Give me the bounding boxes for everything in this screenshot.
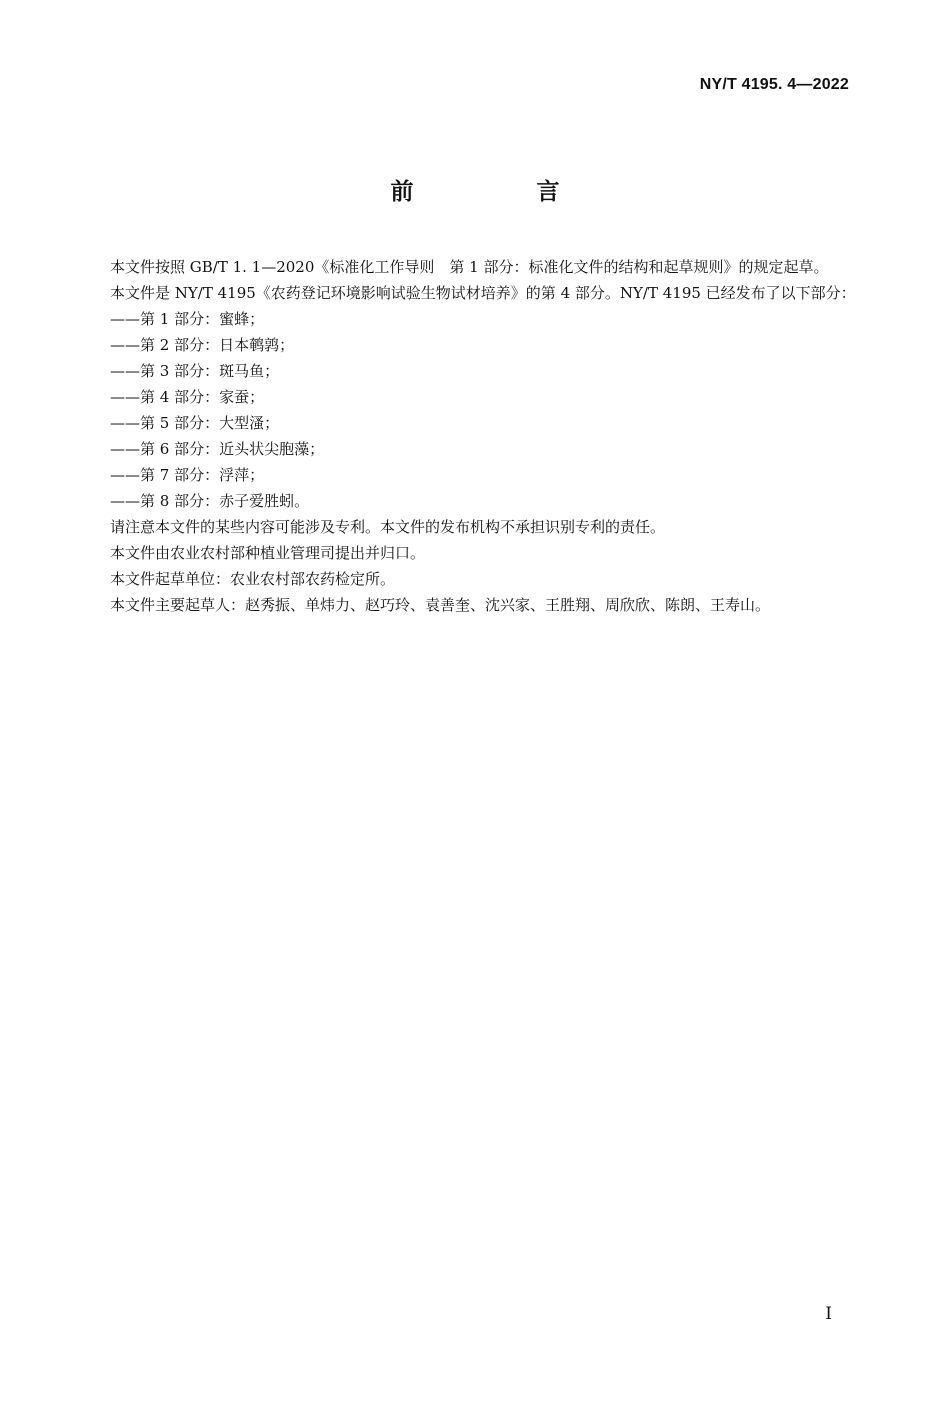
paragraph-drafting-unit: 本文件起草单位：农业农村部农药检定所。 [110,570,396,588]
standard-number: NY/T 4195. 4—2022 [699,76,849,93]
parts-list [80,306,860,514]
paragraph-drafting-rules: 本文件按照 GB/T 1. 1—2020《标准化工作导则 第 1 部分：标准化文件的结构和起草规则》的规定起草。 [110,258,829,276]
paragraph-patent-notice: 请注意本文件的某些内容可能涉及专利。本文件的发布机构不承担识别专利的责任。 [110,518,666,536]
list-item: ——第 3 部分：斑马鱼； [110,362,280,380]
page-title: 前 言 [390,179,610,205]
paragraph-proposer: 本文件由农业农村部种植业管理司提出并归口。 [110,544,426,562]
list-item: ——第 5 部分：大型溞； [110,414,280,432]
list-item: ——第 2 部分：日本鹌鹑； [110,336,295,354]
list-item: ——第 1 部分：蜜蜂； [110,310,265,328]
list-item: ——第 6 部分：近头状尖胞藻； [110,440,325,458]
document-body [80,254,860,618]
list-item: ——第 8 部分：赤子爱胜蚓。 [110,492,310,510]
paragraph-drafters: 本文件主要起草人：赵秀振、单炜力、赵巧玲、袁善奎、沈兴家、王胜翔、周欣欣、陈朗、王寿山。 [110,596,771,614]
paragraph-series-parts: 本文件是 NY/T 4195《农药登记环境影响试验生物试材培养》的第 4 部分。NY/T 4195 已经发布了以下部分： [110,284,856,302]
list-item: ——第 7 部分：浮萍； [110,466,265,484]
list-item: ——第 4 部分：家蚕； [110,388,265,406]
page-number: I [825,1304,832,1324]
